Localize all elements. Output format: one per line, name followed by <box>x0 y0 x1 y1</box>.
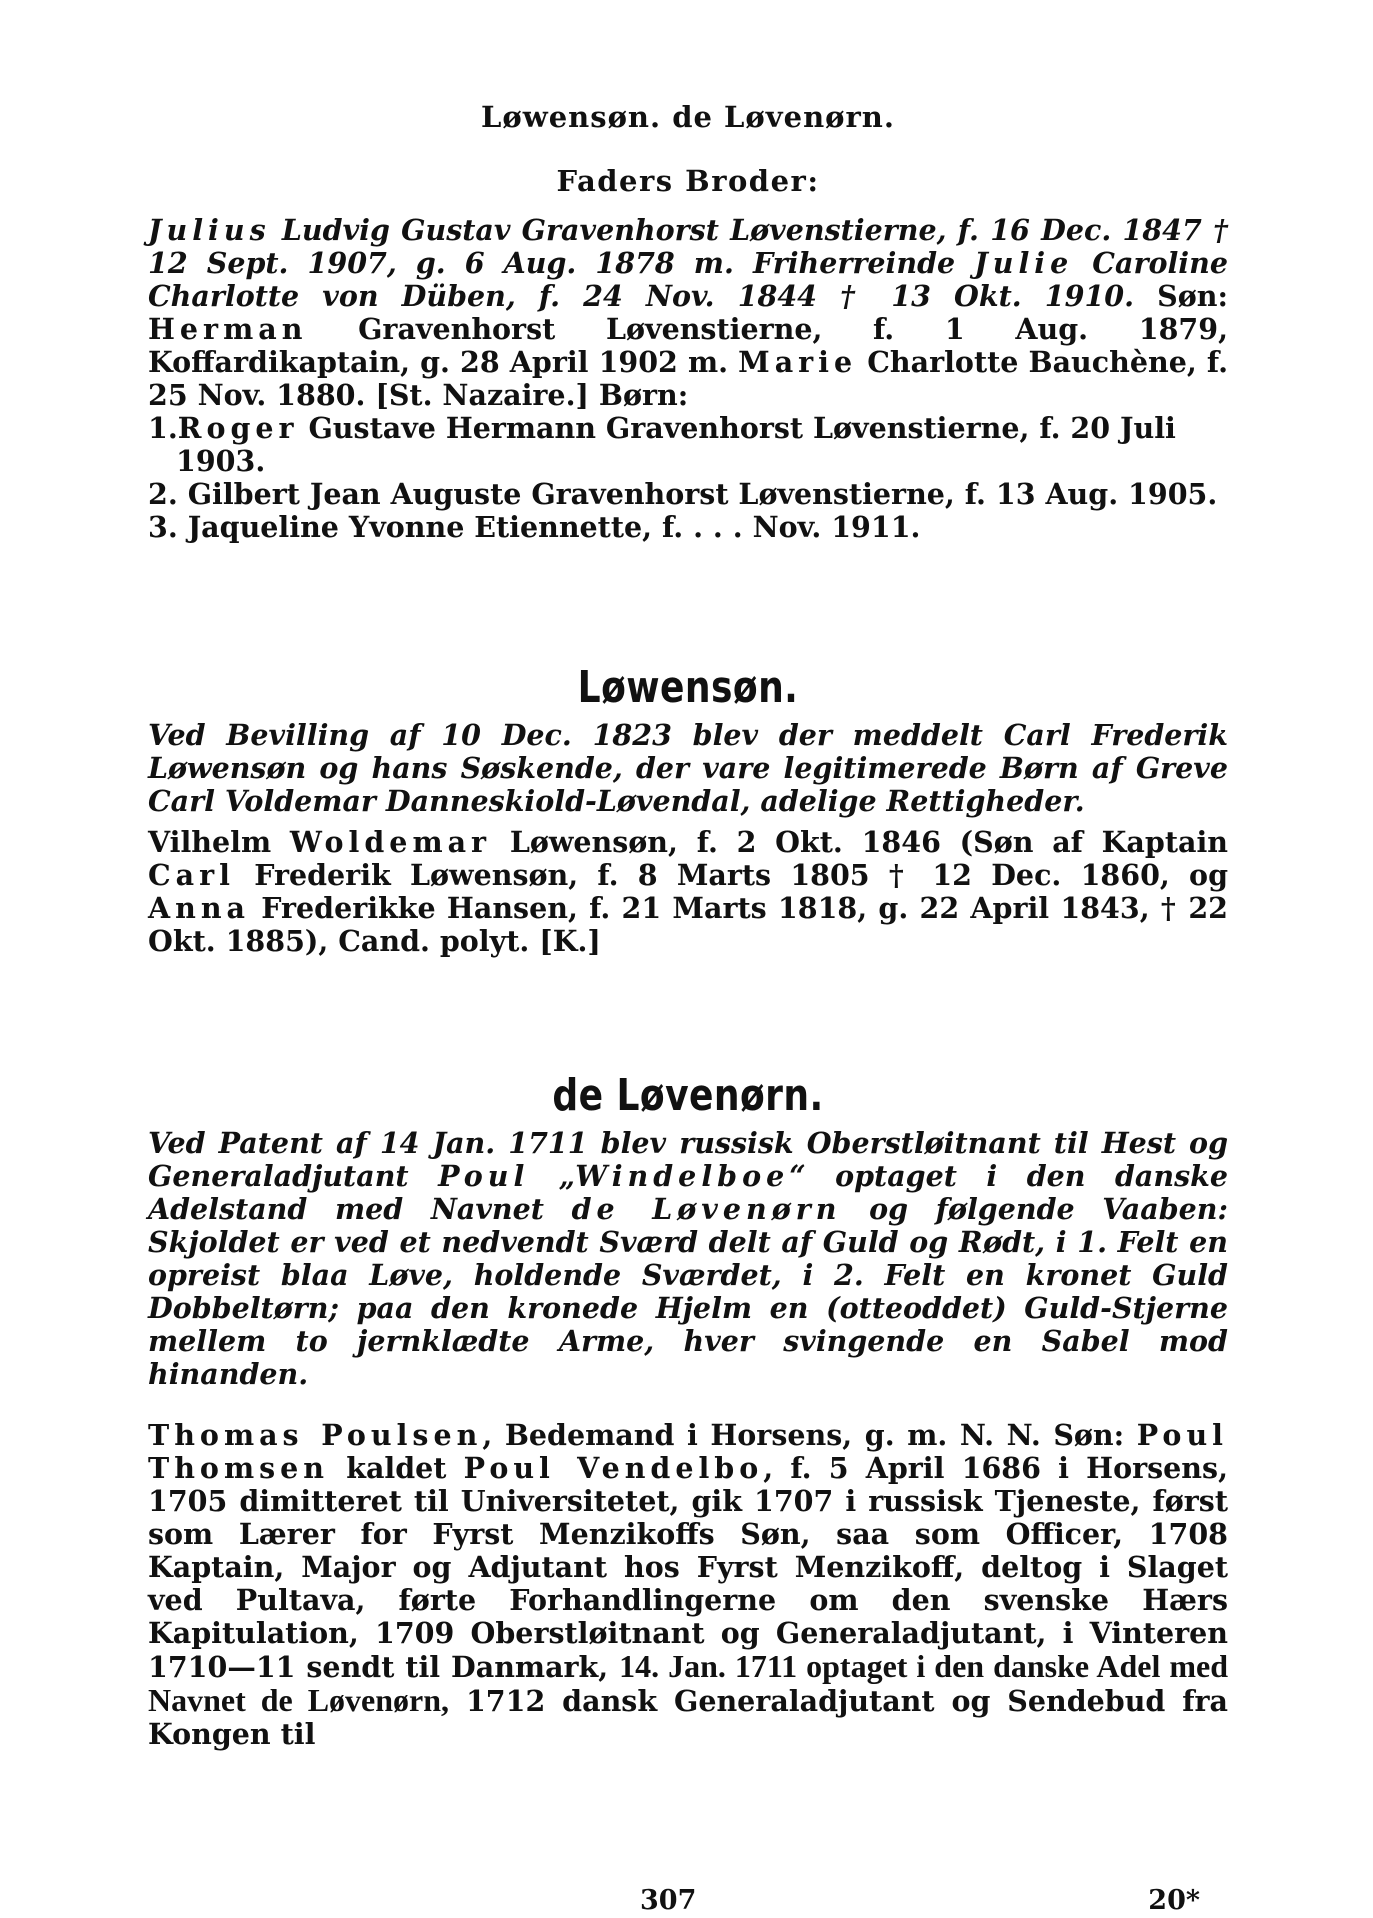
name-thomas-poulsen: Thomas Poulsen <box>148 1418 483 1452</box>
name-marie: Marie <box>738 345 858 379</box>
page-content <box>148 100 1228 1751</box>
name-anna: Anna <box>148 891 251 925</box>
child-entry: 1.Roger Gustave Hermann Gravenhorst Løvenstierne, f. 20 Juli 1903. <box>148 411 1176 478</box>
vilhelm-entry: Vilhelm Woldemar Løwensøn, f. 2 Okt. 1846 (Søn af Kaptain Carl Frederik Løwensøn, f. 8 Marts 1805 † 12 Dec. 1860, og Anna Frederikke Hansen, f. 21 Marts 1818, g. 22 April 1843, † 22 Okt. 1885), Cand. polyt. [K.] <box>148 825 1229 958</box>
section-title-lowenson: Løwensøn. <box>577 662 799 713</box>
lovenorn-intro: Ved Patent af 14 Jan. 1711 blev russisk Oberstløitnant til Hest og Generaladjutant Poul „Windelboe“ optaget i den danske Adelstand med Navnet de Løvenørn og følgende Vaaben: Skjoldet er ved et nedvendt Sværd delt af Guld og Rødt, i 1. Felt en opreist blaa Løve, holdende Sværdet, i 2. Felt en kronet Guld Dobbeltørn; paa den kronede Hjelm en (otteoddet) Guld-Stjerne mellem to jernklædte Arme, hver svingende en Sabel mod hinanden. <box>148 1126 1229 1391</box>
name-poul: Poul <box>438 1159 530 1193</box>
name-roger: Roger <box>177 411 299 445</box>
running-head: Løwensøn. de Løvenørn. <box>481 100 895 134</box>
signature-mark: 20* <box>1148 1885 1200 1916</box>
child-entry: 2. Gilbert Jean Auguste Gravenhorst Løvenstierne, f. 13 Aug. 1905. <box>148 477 1218 511</box>
name-poul-vendelbo: Poul Vendelbo <box>463 1451 764 1485</box>
section-title-lovenorn: de Løvenørn. <box>552 1070 824 1121</box>
name-windelboe: Windelboe <box>575 1159 790 1193</box>
thomas-entry: Thomas Poulsen, Bedemand i Horsens, g. m. N. N. Søn: Poul Thomsen kaldet Poul Vendelbo, f. 5 April 1686 i Horsens, 1705 dimitteret til Universitetet, gik 1707 i russisk Tjeneste, først som Lærer for Fyrst Menzikoffs Søn, saa som Officer, 1708 Kaptain, Major og Adjutant hos Fyrst Menzikoff, deltog i Slaget ved Pultava, førte Forhandlingerne om den svenske Hærs Kapitulation, 1709 Oberstløitnant og Generaladjutant, i Vinteren 1710—11 sendt til Danmark, 14. Jan. 1711 optaget i den danske Adel med Navnet de Løvenørn, 1712 dansk Generaladjutant og Sendebud fra Kongen til <box>148 1418 1228 1751</box>
name-woldemar: Woldemar <box>289 825 492 859</box>
name-herman: Herman <box>148 312 308 346</box>
ennoblement-highlight: 14. Jan. 1711 optaget i den danske Adel med Navnet de Løvenørn, <box>148 1648 1228 1718</box>
name-carl: Carl <box>148 858 235 892</box>
name-de-lovenorn: de Løvenørn <box>571 1192 842 1226</box>
julius-entry: Julius Ludvig Gustav Gravenhorst Løvenstierne, f. 16 Dec. 1847 † 12 Sept. 1907, g. 6 Aug. 1878 m. Friherreinde Julie Caroline Charlotte von Düben, f. 24 Nov. 1844 † 13 Okt. 1910. Søn: Herman Gravenhorst Løvenstierne, f. 1 Aug. 1879, Koffardikaptain, g. 28 April 1902 m. Marie Charlotte Bauchène, f. 25 Nov. 1880. [St. Nazaire.] Børn: <box>148 213 1228 412</box>
faders-broder-heading: Faders Broder: <box>556 164 820 198</box>
child-entry: 3. Jaqueline Yvonne Etiennette, f. . . . Nov. 1911. <box>148 510 921 544</box>
page-number: 307 <box>640 1885 697 1916</box>
name-julius: Julius <box>148 213 271 247</box>
name-poul-thomsen: Poul Thomsen <box>148 1418 1228 1485</box>
name-julie: Julie <box>974 246 1074 280</box>
lowenson-intro: Ved Bevilling af 10 Dec. 1823 blev der meddelt Carl Frederik Løwensøn og hans Søskende, der vare legitimerede Børn af Greve Carl Voldemar Danneskiold-Løvendal, adelige Rettigheder. <box>148 718 1228 818</box>
